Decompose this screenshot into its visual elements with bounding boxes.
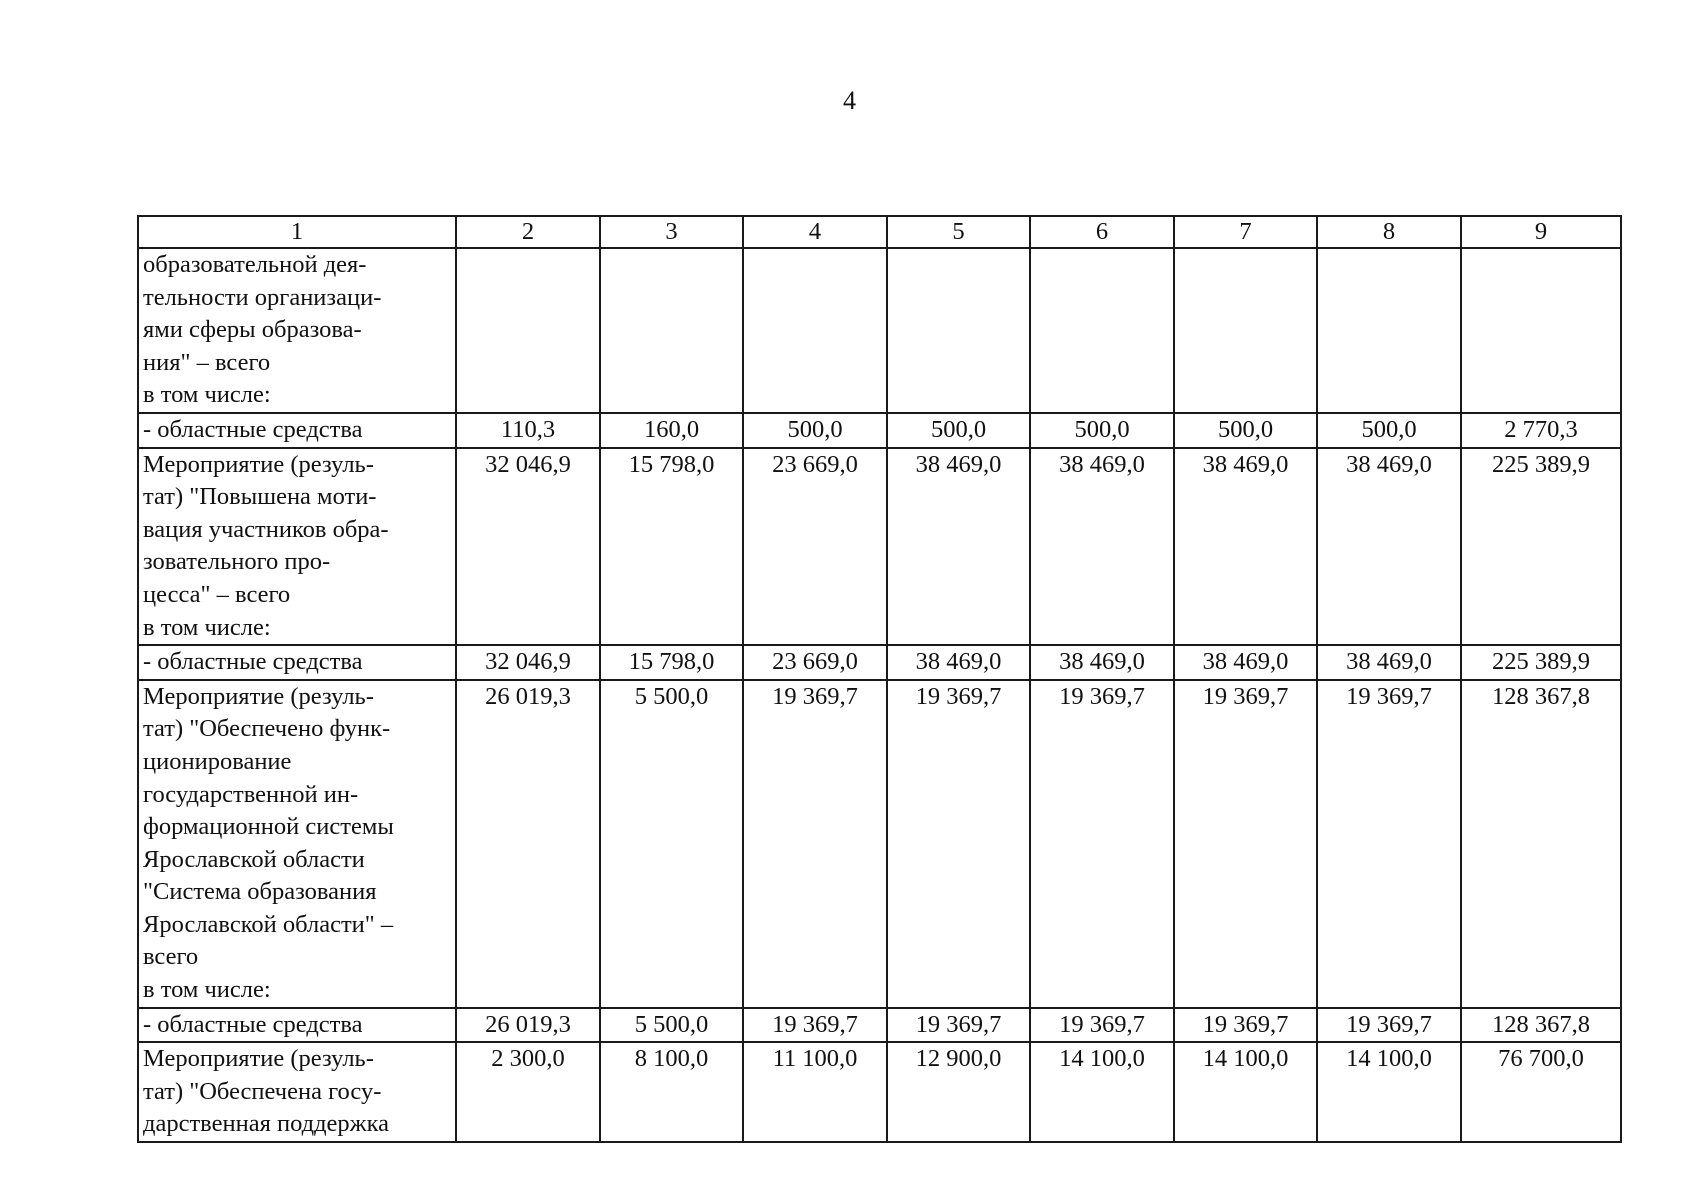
value-cell-col-9: 2 770,3 xyxy=(1461,413,1621,448)
row-label-line: тельности организаци- xyxy=(143,283,382,311)
value-cell-col-2: 110,3 xyxy=(456,413,600,448)
row-label-line: тат) "Обеспечена госу- xyxy=(143,1077,382,1105)
row-label-line: всего xyxy=(143,943,199,971)
value-cell-col-4: 23 669,0 xyxy=(743,448,887,646)
value-cell-col-7: 14 100,0 xyxy=(1174,1042,1317,1142)
column-header-9: 9 xyxy=(1461,216,1621,248)
table-row xyxy=(138,448,1621,646)
row-label-line: тат) "Повышена моти- xyxy=(143,483,377,511)
row-label-cell xyxy=(138,1042,456,1142)
budget-table xyxy=(137,215,1622,1143)
value-cell-col-4: 23 669,0 xyxy=(743,645,887,680)
value-cell-col-8: 500,0 xyxy=(1317,413,1461,448)
value-cell-col-5: 12 900,0 xyxy=(887,1042,1030,1142)
row-label-line: - областные средства xyxy=(143,648,363,676)
value-cell-col-4: 19 369,7 xyxy=(743,680,887,1008)
value-cell-col-2: 32 046,9 xyxy=(456,448,600,646)
column-header-7: 7 xyxy=(1174,216,1317,248)
value-cell-col-8: 38 469,0 xyxy=(1317,645,1461,680)
value-cell-col-9: 76 700,0 xyxy=(1461,1042,1621,1142)
value-cell-col-9: 128 367,8 xyxy=(1461,680,1621,1008)
value-cell-col-9 xyxy=(1461,248,1621,413)
row-label-line: Ярославской области" – xyxy=(143,910,394,938)
value-cell-col-3: 15 798,0 xyxy=(600,645,743,680)
value-cell-col-8: 14 100,0 xyxy=(1317,1042,1461,1142)
row-label-line: - областные средства xyxy=(143,1010,363,1038)
row-label-cell xyxy=(138,680,456,1008)
row-label-line: дарственная поддержка xyxy=(143,1110,390,1138)
row-label-line: образовательной дея- xyxy=(143,251,367,278)
value-cell-col-2: 2 300,0 xyxy=(456,1042,600,1142)
column-header-5: 5 xyxy=(887,216,1030,248)
value-cell-col-7: 19 369,7 xyxy=(1174,680,1317,1008)
value-cell-col-6: 38 469,0 xyxy=(1030,448,1174,646)
page-number: 4 xyxy=(843,86,856,115)
value-cell-col-4 xyxy=(743,248,887,413)
value-cell-col-6: 19 369,7 xyxy=(1030,1008,1174,1043)
row-label-line: тат) "Обеспечено функ- xyxy=(143,715,391,743)
table-row xyxy=(138,680,1621,1008)
value-cell-col-6 xyxy=(1030,248,1174,413)
row-label-line: формационной системы xyxy=(143,813,394,841)
row-label-line: ями сферы образова- xyxy=(143,316,362,344)
value-cell-col-7: 38 469,0 xyxy=(1174,645,1317,680)
row-label-line: в том числе: xyxy=(143,381,271,409)
table-header xyxy=(138,216,1621,248)
row-label-line: Мероприятие (резуль- xyxy=(143,682,374,710)
table-body xyxy=(138,248,1621,1142)
table-row xyxy=(138,413,1621,448)
value-cell-col-3 xyxy=(600,248,743,413)
column-header-4: 4 xyxy=(743,216,887,248)
value-cell-col-7: 500,0 xyxy=(1174,413,1317,448)
row-label-line: ния" – всего xyxy=(143,348,271,376)
row-label-line: Мероприятие (резуль- xyxy=(143,450,374,478)
value-cell-col-3: 15 798,0 xyxy=(600,448,743,646)
value-cell-col-6: 38 469,0 xyxy=(1030,645,1174,680)
value-cell-col-4: 500,0 xyxy=(743,413,887,448)
row-label-cell xyxy=(138,1008,456,1043)
row-label-line: в том числе: xyxy=(143,976,271,1004)
value-cell-col-3: 8 100,0 xyxy=(600,1042,743,1142)
row-label-cell xyxy=(138,248,456,413)
value-cell-col-7 xyxy=(1174,248,1317,413)
column-header-1: 1 xyxy=(138,216,456,248)
header-row xyxy=(138,216,1621,248)
table-row xyxy=(138,1042,1621,1142)
value-cell-col-2 xyxy=(456,248,600,413)
table-row xyxy=(138,248,1621,413)
value-cell-col-5: 38 469,0 xyxy=(887,645,1030,680)
value-cell-col-4: 11 100,0 xyxy=(743,1042,887,1142)
row-label-line: ционирование xyxy=(143,747,292,775)
value-cell-col-3: 5 500,0 xyxy=(600,1008,743,1043)
value-cell-col-5: 19 369,7 xyxy=(887,680,1030,1008)
row-label-line: Мероприятие (резуль- xyxy=(143,1045,374,1073)
value-cell-col-9: 128 367,8 xyxy=(1461,1008,1621,1043)
value-cell-col-8: 38 469,0 xyxy=(1317,448,1461,646)
value-cell-col-6: 19 369,7 xyxy=(1030,680,1174,1008)
row-label-line: - областные средства xyxy=(143,415,363,443)
value-cell-col-9: 225 389,9 xyxy=(1461,448,1621,646)
table-row xyxy=(138,645,1621,680)
row-label-line: в том числе: xyxy=(143,613,271,641)
row-label-line: вация участников обра- xyxy=(143,515,389,543)
value-cell-col-7: 38 469,0 xyxy=(1174,448,1317,646)
row-label-cell xyxy=(138,645,456,680)
row-label-cell xyxy=(138,413,456,448)
column-header-6: 6 xyxy=(1030,216,1174,248)
column-header-8: 8 xyxy=(1317,216,1461,248)
value-cell-col-8: 19 369,7 xyxy=(1317,680,1461,1008)
row-label-line: цесса" – всего xyxy=(143,580,291,608)
row-label-line: Ярославской области xyxy=(143,845,365,873)
table-row xyxy=(138,1008,1621,1043)
value-cell-col-7: 19 369,7 xyxy=(1174,1008,1317,1043)
column-header-3: 3 xyxy=(600,216,743,248)
value-cell-col-2: 26 019,3 xyxy=(456,1008,600,1043)
value-cell-col-5 xyxy=(887,248,1030,413)
row-label-line: зовательного про- xyxy=(143,548,331,576)
row-label-cell xyxy=(138,448,456,646)
value-cell-col-8: 19 369,7 xyxy=(1317,1008,1461,1043)
value-cell-col-8 xyxy=(1317,248,1461,413)
column-header-2: 2 xyxy=(456,216,600,248)
value-cell-col-2: 26 019,3 xyxy=(456,680,600,1008)
value-cell-col-9: 225 389,9 xyxy=(1461,645,1621,680)
value-cell-col-5: 38 469,0 xyxy=(887,448,1030,646)
value-cell-col-3: 160,0 xyxy=(600,413,743,448)
value-cell-col-3: 5 500,0 xyxy=(600,680,743,1008)
value-cell-col-6: 14 100,0 xyxy=(1030,1042,1174,1142)
value-cell-col-2: 32 046,9 xyxy=(456,645,600,680)
value-cell-col-5: 500,0 xyxy=(887,413,1030,448)
row-label-line: государственной ин- xyxy=(143,780,359,808)
row-label-line: "Система образования xyxy=(143,878,377,906)
value-cell-col-4: 19 369,7 xyxy=(743,1008,887,1043)
value-cell-col-5: 19 369,7 xyxy=(887,1008,1030,1043)
value-cell-col-6: 500,0 xyxy=(1030,413,1174,448)
